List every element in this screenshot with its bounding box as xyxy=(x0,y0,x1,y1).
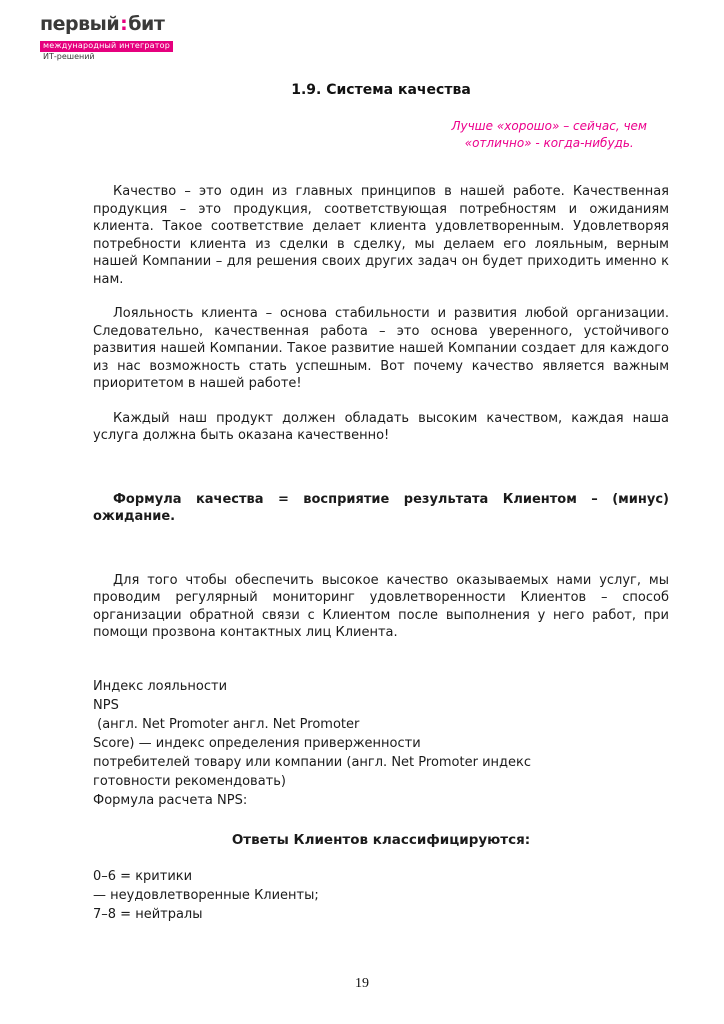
epigraph-text xyxy=(451,118,647,152)
nps-line: Индекс лояльности xyxy=(93,678,228,694)
nps-line: Формула расчета NPS: xyxy=(93,792,248,808)
paragraph-quality-definition: Качество – это один из главных принципов в нашей работе. Качественная продукция – это продукция, соответствующая потребностям и ожиданиям клиента. Такое соответствие делает клиента удовлетворенным. Удовлетворяя потребности клиента из сделки в сделку, мы делаем его лояльным, верным нашей Компании – для решения своих других задач он будет приходить именно к нам. xyxy=(93,184,669,287)
logo-word-first: первый xyxy=(40,13,120,35)
epigraph xyxy=(93,118,669,153)
logo-tagline-secondary: ИТ-решений xyxy=(43,52,95,62)
logo-separator-mark: : xyxy=(120,13,128,35)
nps-description-block xyxy=(93,677,669,810)
classification-line: 0–6 = критики xyxy=(93,869,193,884)
paragraph-monitoring: Для того чтобы обеспечить высокое качество оказываемых нами услуг, мы проводим регулярный мониторинг удовлетворенности Клиентов – способ организации обратной связи с Клиентом после выполнения у него работ, при помощи прозвона контактных лиц Клиента. xyxy=(93,572,669,640)
quality-formula: Формула качества = восприятие результата Клиентом – (минус) ожидание. xyxy=(93,491,669,524)
nps-line: NPS xyxy=(93,697,119,713)
nps-line: Score) — индекс определения приверженности xyxy=(93,735,421,751)
paragraph-product-quality: Каждый наш продукт должен обладать высоким качеством, каждая наша услуга должна быть оказана качественно! xyxy=(93,410,669,443)
logo-wordmark xyxy=(40,15,173,35)
page-number: 19 xyxy=(355,976,369,991)
logo-tagline-primary: международный интегратор xyxy=(40,41,173,52)
epigraph-line-1: Лучше «хорошо» – сейчас, чем xyxy=(451,118,647,133)
paragraph-loyalty: Лояльность клиента – основа стабильности и развития любой организации. Следовательно, качественная работа – это основа уверенного, устойчивого развития нашей Компании. Такое развитие нашей Компании создает для каждого из нас возможность стать успешным. Вот почему качество является важным приоритетом в нашей работе! xyxy=(93,306,669,391)
classification-line: 7–8 = нейтралы xyxy=(93,907,203,922)
logo-word-second: бит xyxy=(128,13,165,35)
classification-line: — неудовлетворенные Клиенты; xyxy=(93,888,319,903)
nps-line: (англ. Net Promoter англ. Net Promoter xyxy=(93,716,360,732)
classification-block xyxy=(93,867,669,924)
nps-line: потребителей товару или компании (англ. Net Promoter индекс xyxy=(93,754,532,770)
section-title: 1.9. Система качества xyxy=(291,82,471,98)
nps-line: готовности рекомендовать) xyxy=(93,773,286,789)
epigraph-line-2: «отлично» - когда-нибудь. xyxy=(464,135,634,150)
company-logo xyxy=(40,15,173,62)
answers-classification-heading: Ответы Клиентов классифицируются: xyxy=(231,831,531,848)
